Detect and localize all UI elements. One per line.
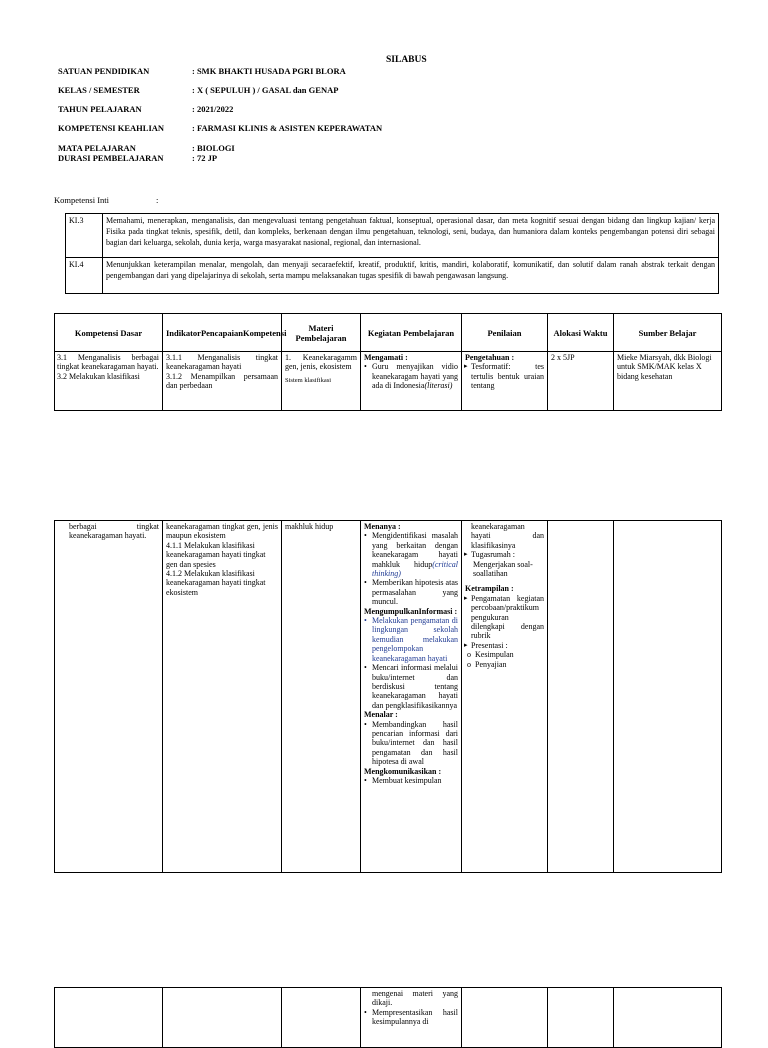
- header-value: : X ( SEPULUH ) / GASAL dan GENAP: [192, 85, 339, 95]
- list-item: • Membandingkan hasil pencarian informasi dari buku/internet dan hasil pengamatan dan hasil hipotesa di awal: [364, 720, 458, 767]
- kd-cell: [55, 988, 163, 1048]
- materi-text: 1. Keanekaragamm gen, jenis, ekosistem: [285, 353, 357, 372]
- header-value: : FARMASI KLINIS & ASISTEN KEPERAWATAN: [192, 123, 383, 133]
- alokasi-cell: [548, 988, 614, 1048]
- kd-cell: [55, 521, 163, 873]
- ki-row: [66, 258, 719, 294]
- header-value: : SMK BHAKTI HUSADA PGRI BLORA: [192, 66, 346, 76]
- column-header: Kompetensi Dasar: [55, 314, 163, 352]
- penilaian-text: Mengerjakan soal-soallatihan: [473, 559, 533, 579]
- materi-cell: makhluk hidup: [282, 521, 361, 873]
- table-header-row: [55, 314, 722, 352]
- list-item: • Mengidentifikasi masalah yang berkaitan dengan keanekaragam hayati mahkluk hidup(critical thinking): [364, 531, 458, 578]
- sumber-cell: [614, 521, 722, 873]
- kd-text: berbagai tingkat keanekaragaman hayati.: [69, 522, 159, 541]
- header-label: KOMPETENSI KEAHLIAN: [58, 123, 165, 133]
- document-title: SILABUS: [386, 55, 427, 65]
- syllabus-table-continued: [54, 520, 722, 873]
- list-item: ▸ Pengamatan kegiatan percobaan/praktikum pengukuran dilengkapi dengan rubrik: [465, 594, 544, 641]
- list-item: • Mencari informasi melalui buku/internet dan berdiskusi tentang keanekaragaman hayati dan pengklasifikasikannya: [364, 663, 458, 710]
- column-header: Sumber Belajar: [614, 314, 722, 352]
- header-label: KELAS / SEMESTER: [58, 85, 140, 95]
- list-item: o Kesimpulan: [465, 650, 544, 659]
- kegiatan-heading: MengumpulkanInformasi :: [364, 606, 458, 616]
- indikator-text: 3.1.2 Menampilkan persamaan dan perbedaan: [166, 371, 278, 391]
- column-header: Alokasi Waktu: [548, 314, 614, 352]
- kegiatan-cell: [361, 521, 462, 873]
- sumber-cell: [614, 988, 722, 1048]
- penilaian-cell: [462, 988, 548, 1048]
- kegiatan-cell: [361, 988, 462, 1048]
- indikator-text: 4.1.1 Melakukan klasifikasi keanekaragaman hayati tingkat gen dan spesies: [166, 540, 266, 569]
- penilaian-heading: Pengetahuan :: [465, 353, 515, 362]
- header-value: : 72 JP: [192, 153, 218, 163]
- list-item: ▸ Presentasi :: [465, 641, 544, 650]
- kegiatan-heading: Menalar :: [364, 710, 398, 720]
- penilaian-cell: [462, 521, 548, 873]
- alokasi-cell: [548, 521, 614, 873]
- indikator-cell: [163, 521, 282, 873]
- list-item: o Penyajian: [465, 660, 544, 669]
- table-row: [55, 352, 722, 411]
- list-item: • Guru menyajikan vidio keanekaragam hayati yang ada di Indonesia(literasi): [364, 362, 458, 390]
- sumber-cell: Mieke Miarsyah, dkk Biologi untuk SMK/MAK kelas X bidang kesehatan: [614, 352, 722, 411]
- syllabus-table: [54, 313, 722, 411]
- kd-text: 3.1 Menganalisis berbagai tingkat keanekaragaman hayati.: [57, 353, 159, 372]
- penilaian-text: keanekaragaman hayati dan klasifikasinya: [471, 522, 544, 550]
- syllabus-table-continued-2: [54, 987, 722, 1048]
- header-label: DURASI PEMBELAJARAN: [58, 153, 164, 163]
- header-label: SATUAN PENDIDIKAN: [58, 66, 150, 76]
- penilaian-heading: Ketrampilan :: [465, 584, 514, 594]
- list-item: • Melakukan pengamatan di lingkungan sekolah kemudian melakukan pengelompokan keanekaragaman hayati: [364, 616, 458, 663]
- ki-label: Kompetensi Inti: [54, 195, 110, 205]
- kd-cell: [55, 352, 163, 411]
- kegiatan-text: mengenai materi yang dikaji.: [372, 989, 458, 1008]
- kd-text: 3.2 Melakukan klasifikasi: [57, 371, 140, 381]
- penilaian-cell: [462, 352, 548, 411]
- materi-cell: [282, 352, 361, 411]
- indikator-cell: [163, 352, 282, 411]
- indikator-text: 3.1.1 Menganalisis tingkat keanekaragaman hayati: [166, 353, 278, 372]
- list-item: ▸ Tugasrumah :: [465, 550, 544, 559]
- list-item: • Memberikan hipotesis atas permasalahan yang muncul.: [364, 578, 458, 606]
- ki-colon: :: [156, 195, 159, 205]
- kegiatan-cell: [361, 352, 462, 411]
- header-label: MATA PELAJARAN: [58, 143, 136, 153]
- kegiatan-heading: Mengkomunikasikan :: [364, 766, 442, 776]
- ki-text: Memahami, menerapkan, menganalisis, dan mengevaluasi tentang pengetahuan faktual, konseptual, operasional dasar, dan meta kognitif sesuai dengan bidang dan lingkup kajian/ kerja Fisika pada tingkat teknis, spesifik, detil, dan kompleks, berkenaan dengan ilmu pengetahuan, teknologi, seni, budaya, dan humaniora dalam konteks pengembangan potensi diri sebagai bagian dari keluarga, sekolah, dunia kerja, warga masyarakat nasional, regional, dan internasional.: [103, 214, 719, 258]
- indikator-text: keanekaragaman tingkat gen, jenis maupun ekosistem: [166, 522, 278, 541]
- column-header: Penilaian: [462, 314, 548, 352]
- table-row: [55, 521, 722, 873]
- indikator-text: 4.1.2 Melakukan klasifikasi keanekaragaman hayati tingkat ekosistem: [166, 569, 266, 597]
- header-value: : BIOLOGI: [192, 143, 235, 153]
- ki-code: KI.4: [66, 258, 103, 294]
- list-item: ▸ Tesformatif: tes tertulis bentuk uraian tentang: [465, 362, 544, 390]
- header-value: : 2021/2022: [192, 104, 234, 114]
- column-header: Kegiatan Pembelajaran: [361, 314, 462, 352]
- materi-text: Sistem klasifikasi: [285, 376, 332, 384]
- alokasi-cell: 2 x 5JP: [548, 352, 614, 411]
- header-label: TAHUN PELAJARAN: [58, 104, 142, 114]
- ki-text: Menunjukkan keterampilan menalar, mengolah, dan menyaji secaraefektif, kreatif, produktif, kritis, mandiri, kolaboratif, komunikatif, dan solutif dalam ranah abstrak terkait dengan pengembangan dari yang dipelajarinya di sekolah, serta mampu melaksanakan tugas spesifik di bawah pengawasan langsung.: [103, 258, 719, 294]
- list-item: • Membuat kesimpulan: [364, 776, 458, 785]
- ki-code: KI.3: [66, 214, 103, 258]
- column-header: Materi Pembelajaran: [282, 314, 361, 352]
- table-row: [55, 988, 722, 1048]
- kegiatan-heading: Menanya :: [364, 522, 401, 531]
- ki-table: [65, 213, 719, 294]
- column-header: IndikatorPencapaianKompetensi: [163, 314, 282, 352]
- kegiatan-heading: Mengamati :: [364, 353, 408, 362]
- indikator-cell: [163, 988, 282, 1048]
- list-item: • Mempresentasikan hasil kesimpulannya di: [364, 1008, 458, 1027]
- ki-row: [66, 214, 719, 258]
- materi-cell: [282, 988, 361, 1048]
